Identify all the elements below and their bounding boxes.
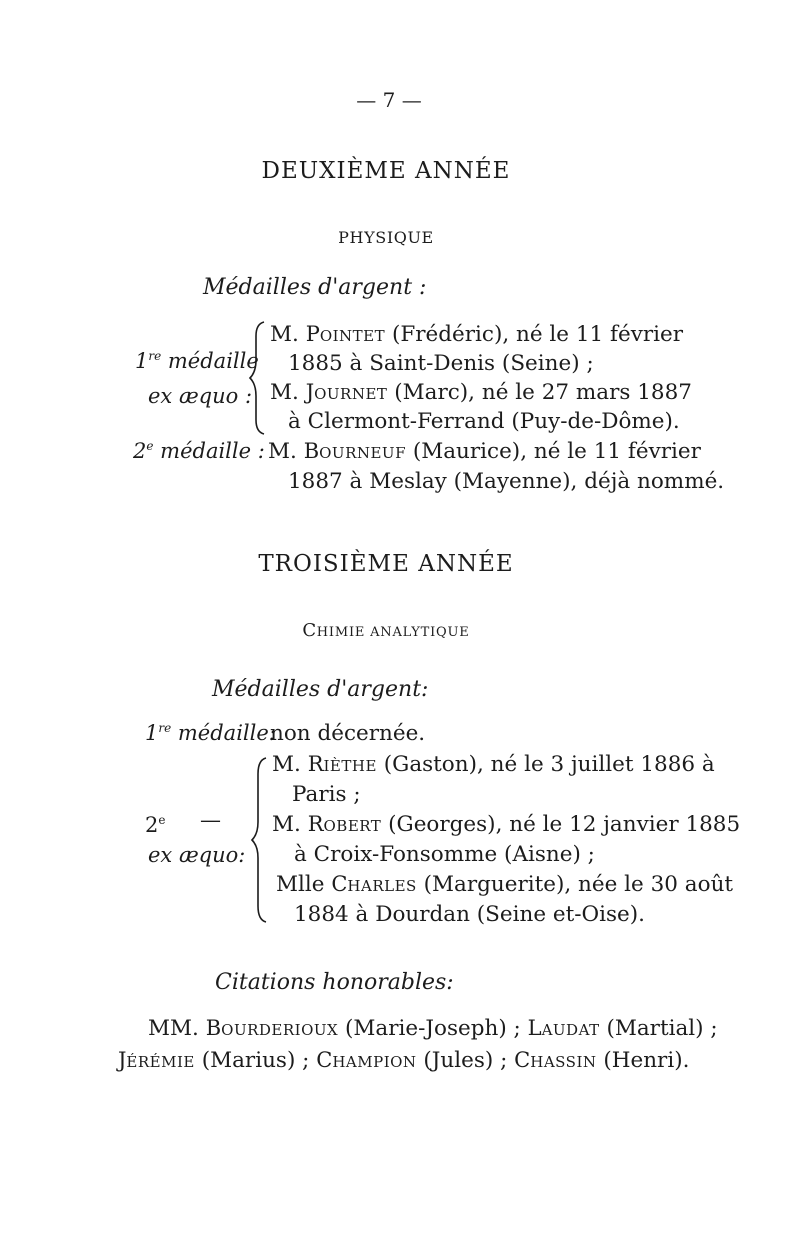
- citations-line-1: MM. BOURDERIOUX (Marie-Joseph) ; LAUDAT (Martial) ;: [148, 1016, 718, 1041]
- medals-heading-physique: Médailles d'argent :: [203, 275, 427, 300]
- section-heading-troisieme-annee: TROISIÈME ANNÉE: [258, 551, 514, 577]
- subject-physique: PHYSIQUE: [338, 228, 434, 247]
- second-medal-label: 2e médaille :: [133, 439, 265, 463]
- entry-pointet: M. POINTET (Frédéric), né le 11 février: [270, 322, 684, 347]
- entry-journet-line2: à Clermont-Ferrand (Puy-de-Dôme).: [288, 409, 680, 434]
- entry-robert: M. ROBERT (Georges), né le 12 janvier 1885: [272, 812, 741, 837]
- curly-brace-icon: [248, 318, 270, 438]
- entry-journet: M. JOURNET (Marc), né le 27 mars 1887: [270, 380, 692, 405]
- curly-brace-icon: [250, 754, 272, 926]
- first-medal-label-chimie: 1re médaille:: [145, 721, 276, 745]
- entry-bourneuf-line2: 1887 à Meslay (Mayenne), déjà nommé.: [288, 469, 725, 494]
- entry-robert-line2: à Croix-Fonsomme (Aisne) ;: [294, 842, 595, 867]
- entry-charles: Mlle CHARLES (Marguerite), née le 30 août: [276, 872, 734, 897]
- entry-riethe-line2: Paris ;: [292, 782, 361, 807]
- entry-riethe: M. RIÈTHE (Gaston), né le 3 juillet 1886 à: [272, 752, 715, 777]
- entry-pointet-line2: 1885 à Saint-Denis (Seine) ;: [288, 351, 594, 376]
- citations-line-2: JÉRÉMIE (Marius) ; CHAMPION (Jules) ; CHASSIN (Henri).: [118, 1048, 690, 1073]
- ex-aequo-label: ex æquo :: [148, 384, 253, 408]
- ex-aequo-label-chimie: ex æquo:: [148, 843, 246, 867]
- section-heading-deuxieme-annee: DEUXIÈME ANNÉE: [261, 158, 511, 184]
- first-medal-label: 1re médaille: [135, 349, 259, 373]
- citations-heading: Citations honorables:: [215, 970, 454, 995]
- medals-heading-chimie: Médailles d'argent:: [212, 677, 429, 702]
- entry-charles-line2: 1884 à Dourdan (Seine et-Oise).: [294, 902, 646, 927]
- entry-bourneuf: M. BOURNEUF (Maurice), né le 11 février: [268, 439, 701, 464]
- first-medal-value: non décernée.: [270, 721, 426, 746]
- subject-chimie-analytique: CHIMIE ANALYTIQUE: [302, 620, 470, 641]
- second-medal-label-chimie: 2e: [145, 813, 166, 837]
- page-number: — 7 —: [356, 88, 422, 112]
- ditto-dash: —: [200, 808, 221, 832]
